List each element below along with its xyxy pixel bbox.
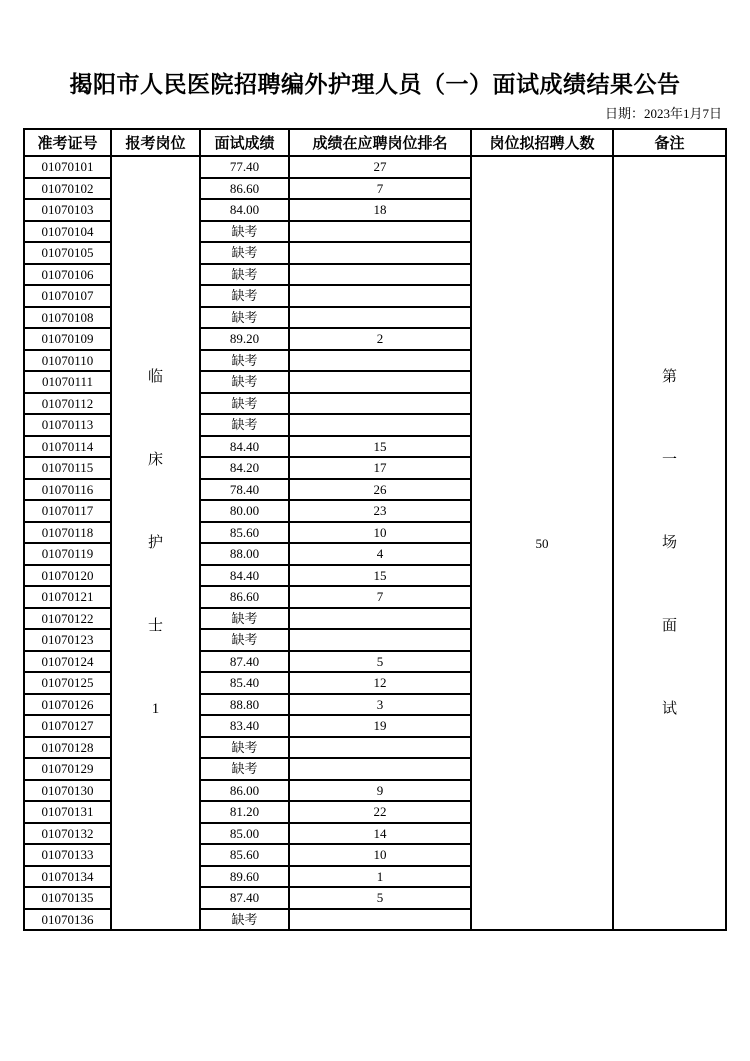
candidate-id-cell: 01070110	[24, 350, 111, 372]
candidate-id-cell: 01070129	[24, 758, 111, 780]
score-cell: 85.60	[200, 522, 289, 544]
score-cell: 87.40	[200, 651, 289, 673]
rank-cell	[289, 909, 471, 931]
remark-cell-char: 第	[661, 368, 677, 385]
score-cell: 86.00	[200, 780, 289, 802]
candidate-id-cell: 01070101	[24, 156, 111, 178]
position-cell-char: 床	[147, 451, 163, 468]
rank-cell: 23	[289, 500, 471, 522]
score-cell: 缺考	[200, 393, 289, 415]
rank-cell: 1	[289, 866, 471, 888]
rank-cell	[289, 285, 471, 307]
rank-cell: 9	[289, 780, 471, 802]
candidate-id-cell: 01070113	[24, 414, 111, 436]
score-cell: 89.60	[200, 866, 289, 888]
rank-cell	[289, 307, 471, 329]
remark-cell-char: 一	[661, 451, 677, 468]
score-cell: 85.00	[200, 823, 289, 845]
candidate-id-cell: 01070124	[24, 651, 111, 673]
remark-cell-char: 场	[661, 534, 677, 551]
candidate-id-cell: 01070114	[24, 436, 111, 458]
score-cell: 86.60	[200, 586, 289, 608]
rank-cell: 26	[289, 479, 471, 501]
rank-cell: 18	[289, 199, 471, 221]
score-cell: 85.40	[200, 672, 289, 694]
rank-cell: 10	[289, 844, 471, 866]
candidate-id-cell: 01070127	[24, 715, 111, 737]
rank-cell: 10	[289, 522, 471, 544]
rank-cell: 7	[289, 586, 471, 608]
candidate-id-cell: 01070108	[24, 307, 111, 329]
position-cell-char: 临	[147, 368, 163, 385]
score-cell: 缺考	[200, 737, 289, 759]
rank-cell	[289, 737, 471, 759]
position-cell-vertical-text	[112, 370, 199, 717]
score-cell: 缺考	[200, 629, 289, 651]
rank-cell	[289, 608, 471, 630]
candidate-id-cell: 01070125	[24, 672, 111, 694]
candidate-id-cell: 01070118	[24, 522, 111, 544]
score-cell: 88.00	[200, 543, 289, 565]
score-cell: 84.00	[200, 199, 289, 221]
candidate-id-cell: 01070109	[24, 328, 111, 350]
rank-cell: 22	[289, 801, 471, 823]
candidate-id-cell: 01070131	[24, 801, 111, 823]
remark-cell-char: 面	[661, 617, 677, 634]
table-row	[24, 156, 726, 178]
rank-cell: 27	[289, 156, 471, 178]
results-table-head	[24, 129, 726, 156]
header-planned-hires: 岗位拟招聘人数	[471, 129, 613, 156]
rank-cell: 14	[289, 823, 471, 845]
score-cell: 89.20	[200, 328, 289, 350]
position-cell	[111, 156, 200, 930]
score-cell: 88.80	[200, 694, 289, 716]
score-cell: 缺考	[200, 909, 289, 931]
candidate-id-cell: 01070130	[24, 780, 111, 802]
rank-cell: 5	[289, 651, 471, 673]
candidate-id-cell: 01070126	[24, 694, 111, 716]
remark-cell-vertical-text	[614, 370, 725, 717]
rank-cell	[289, 221, 471, 243]
rank-cell: 19	[289, 715, 471, 737]
header-rank: 成绩在应聘岗位排名	[289, 129, 471, 156]
score-cell: 缺考	[200, 371, 289, 393]
score-cell: 84.40	[200, 565, 289, 587]
rank-cell: 5	[289, 887, 471, 909]
candidate-id-cell: 01070112	[24, 393, 111, 415]
rank-cell: 4	[289, 543, 471, 565]
candidate-id-cell: 01070104	[24, 221, 111, 243]
header-position: 报考岗位	[111, 129, 200, 156]
candidate-id-cell: 01070128	[24, 737, 111, 759]
rank-cell	[289, 629, 471, 651]
candidate-id-cell: 01070135	[24, 887, 111, 909]
rank-cell	[289, 350, 471, 372]
header-interview-score: 面试成绩	[200, 129, 289, 156]
candidate-id-cell: 01070133	[24, 844, 111, 866]
rank-cell: 17	[289, 457, 471, 479]
score-cell: 86.60	[200, 178, 289, 200]
score-cell: 缺考	[200, 264, 289, 286]
rank-cell: 12	[289, 672, 471, 694]
candidate-id-cell: 01070122	[24, 608, 111, 630]
candidate-id-cell: 01070105	[24, 242, 111, 264]
candidate-id-cell: 01070103	[24, 199, 111, 221]
planned-hires-cell: 50	[471, 156, 613, 930]
rank-cell	[289, 758, 471, 780]
score-cell: 80.00	[200, 500, 289, 522]
rank-cell: 2	[289, 328, 471, 350]
remark-cell	[613, 156, 726, 930]
score-cell: 85.60	[200, 844, 289, 866]
candidate-id-cell: 01070120	[24, 565, 111, 587]
rank-cell: 15	[289, 565, 471, 587]
position-cell-char: 1	[151, 700, 160, 717]
score-cell: 87.40	[200, 887, 289, 909]
results-table	[23, 128, 727, 931]
score-cell: 84.40	[200, 436, 289, 458]
score-cell: 77.40	[200, 156, 289, 178]
remark-cell-char: 试	[661, 700, 677, 717]
candidate-id-cell: 01070132	[24, 823, 111, 845]
candidate-id-cell: 01070116	[24, 479, 111, 501]
candidate-id-cell: 01070121	[24, 586, 111, 608]
score-cell: 缺考	[200, 242, 289, 264]
candidate-id-cell: 01070102	[24, 178, 111, 200]
score-cell: 缺考	[200, 307, 289, 329]
score-cell: 缺考	[200, 608, 289, 630]
position-cell-char: 士	[147, 617, 163, 634]
candidate-id-cell: 01070115	[24, 457, 111, 479]
header-row	[24, 129, 726, 156]
position-cell-char: 护	[147, 534, 163, 551]
score-cell: 81.20	[200, 801, 289, 823]
results-table-body	[24, 156, 726, 930]
rank-cell	[289, 393, 471, 415]
rank-cell	[289, 242, 471, 264]
score-cell: 缺考	[200, 758, 289, 780]
rank-cell: 7	[289, 178, 471, 200]
candidate-id-cell: 01070123	[24, 629, 111, 651]
header-candidate-id: 准考证号	[24, 129, 111, 156]
page-title: 揭阳市人民医院招聘编外护理人员（一）面试成绩结果公告	[69, 72, 681, 97]
header-remark: 备注	[613, 129, 726, 156]
candidate-id-cell: 01070136	[24, 909, 111, 931]
score-cell: 78.40	[200, 479, 289, 501]
candidate-id-cell: 01070134	[24, 866, 111, 888]
score-cell: 缺考	[200, 221, 289, 243]
score-cell: 缺考	[200, 350, 289, 372]
rank-cell	[289, 371, 471, 393]
candidate-id-cell: 01070107	[24, 285, 111, 307]
rank-cell	[289, 264, 471, 286]
date-label: 日期：2023年1月7日	[604, 106, 722, 121]
rank-cell: 3	[289, 694, 471, 716]
score-cell: 83.40	[200, 715, 289, 737]
rank-cell	[289, 414, 471, 436]
rank-cell: 15	[289, 436, 471, 458]
score-cell: 84.20	[200, 457, 289, 479]
score-cell: 缺考	[200, 285, 289, 307]
candidate-id-cell: 01070117	[24, 500, 111, 522]
candidate-id-cell: 01070106	[24, 264, 111, 286]
score-cell: 缺考	[200, 414, 289, 436]
candidate-id-cell: 01070119	[24, 543, 111, 565]
candidate-id-cell: 01070111	[24, 371, 111, 393]
